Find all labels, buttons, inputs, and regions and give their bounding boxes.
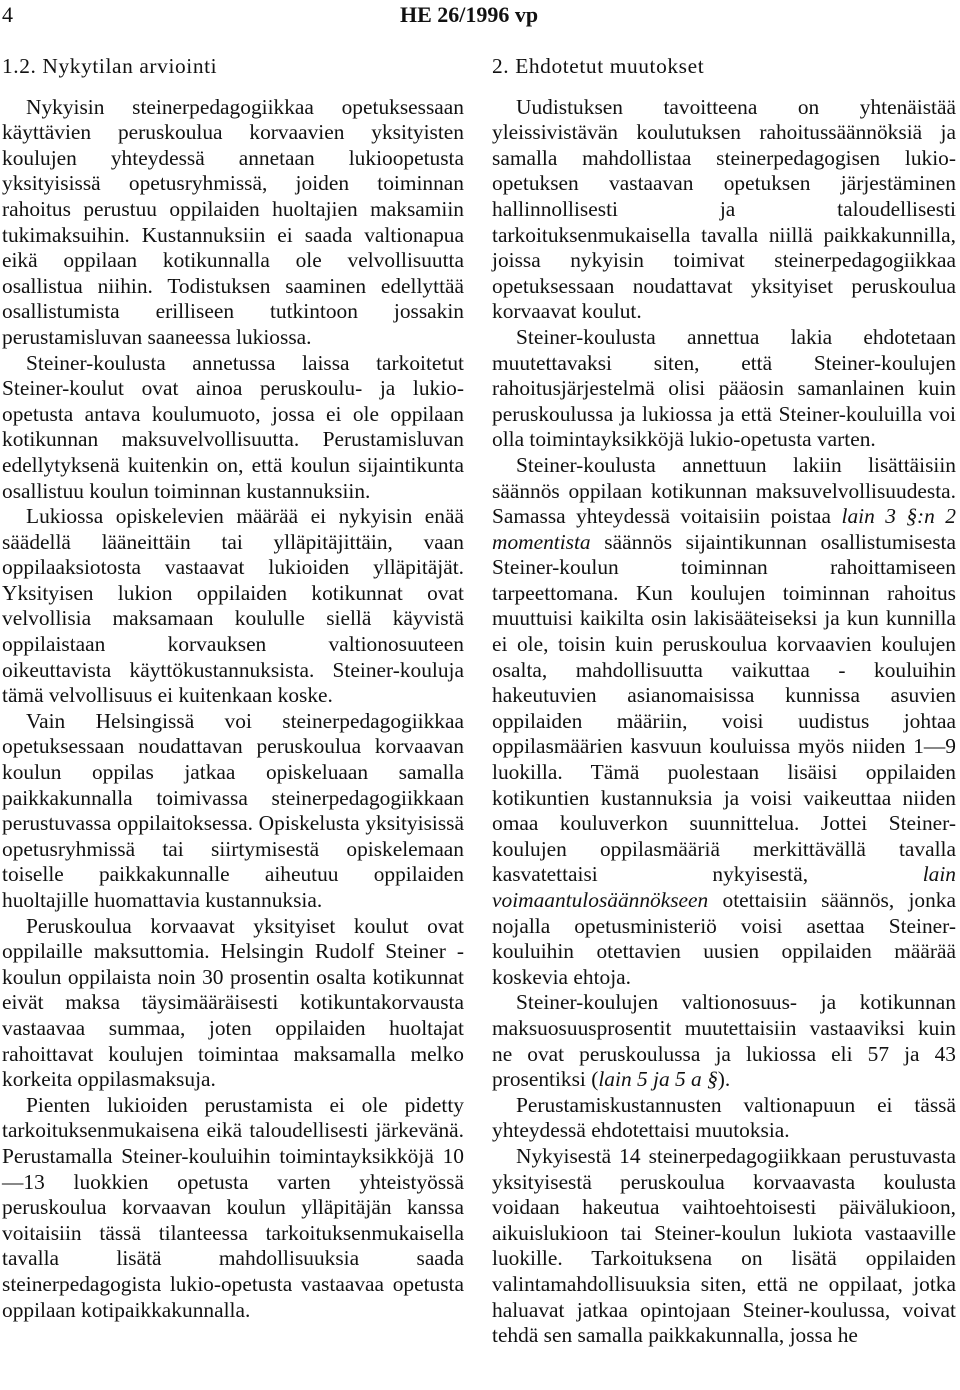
paragraph xyxy=(492,1093,956,1144)
law-reference: lain voimaantulosäännökseen xyxy=(492,862,956,912)
text: Steiner-koulusta annettuun lakiin lisättäisiin säännös oppilaan kotikunnan maksuvelvollisuudesta. Samassa yhteydessä voitaisiin poistaa xyxy=(492,452,956,529)
text: Steiner-koulujen valtionosuus- ja kotikunnan maksuosuusprosentit muutettaisiin vastaaviksi kuin ne ovat peruskoulussa ja lukiossa eli 57 ja 43 prosentiksi ( xyxy=(492,990,956,1092)
text: Perustamiskustannusten valtionapuun ei tässä yhteydessä ehdotettaisi muutoksia. xyxy=(492,1092,956,1143)
text: ). xyxy=(717,1067,731,1092)
text: Nykyisestä 14 steinerpedagogiikkaan perustuvasta yksityisestä peruskoulua korvaavasta koulusta voidaan hakeutua vaihtoehtoisesti päivälukioon, aikuislukioon tai Steiner-koulun lukiota vastaaville luokille. Tarkoituksena on lisätä oppilaiden valintamahdollisuuksia siten, että ne oppilaat, jotka haluavat jatkaa opintojaan Steiner-koulussa, voivat tehdä sen samalla paikkakunnalla, jossa he xyxy=(492,1143,956,1348)
paragraph xyxy=(492,1144,956,1349)
paragraph: Peruskoulua korvaavat yksityiset koulut ovat oppilaille maksuttomia. Helsingin Rudolf Steiner -koulun oppilaista noin 30 prosentin osalta kotikunnat eivät maksa täysimääräisesti kotikuntakorvausta vastaavaa summaa, joten oppilaiden huoltajat rahoittavat koulujen toimintaa maksamalla melko korkeita oppilasmaksuja. xyxy=(2,913,464,1092)
text: säännös sijaintikunnan osallistumisesta Steiner-koulun toiminnan rahoittamiseen tarpeettomana. Kun koulujen toiminnan rahoitus muuttuisi kaikilta osin lakisääteiseksi ja kun kunnilla ei ole, toisin kuin peruskoulua korvaavien koulujen osalta, mahdollisuutta vaikuttaa - kouluihin hakeutuvien asianomaisissa kunnissa asuvien oppilaiden määriin, voisi uudistus johtaa oppilasmäärien kasvuun kouluissa myös niiden 1—9 luokilla. Tämä puolestaan lisäisi oppilaiden kotikuntien kustannuksia ja voisi vaikeuttaa niiden omaa kouluverkon suunnittelua. Jottei Steiner-koulujen oppilasmääriä merkittävällä tavalla kasvatettaisi nykyisestä, xyxy=(492,529,956,887)
section-heading: 2. Ehdotetut muutokset xyxy=(492,54,705,78)
text: Uudistuksen tavoitteena on yhtenäistää yleissivistävän koulutuksen rahoitussäännöksiä ja samalla mahdollistaa steinerpedagogisen lukio-opetuksen vastaavan opetuksen järjestäminen hallinnollisesti ja taloudellisesti tarkoituksenmukaisella tavalla niillä paikkakunnilla, joissa nykyisin toimivat steinerpedagogiikkaa opetuksessaan noudattavat yksityiset peruskoulua korvaavat koulut. xyxy=(492,94,956,324)
paragraph xyxy=(492,95,956,325)
law-reference: lain 3 §:n 2 momentista xyxy=(492,504,956,554)
paragraph: Steiner-koulusta annetussa laissa tarkoitetut Steiner-koulut ovat ainoa peruskoulu- ja lukio-opetusta antava koulumuoto, jossa ei ole oppilaan kotikunnan maksuvelvollisuutta. Perustamisluvan edellytyksenä kuitenkin on, että koulun sijaintikunta osallistuu koulun toiminnan kustannuksiin. xyxy=(2,350,464,503)
section-heading: 1.2. Nykytilan arviointi xyxy=(2,54,218,78)
running-head: HE 26/1996 vp xyxy=(400,2,539,27)
paragraph: Nykyisin steinerpedagogiikkaa opetuksessaan käyttävien peruskoulua korvaavien yksityisten koulujen yhteydessä annetaan lukioopetusta yksityisissä opetusryhmissä, joiden toiminnan rahoitus perustuu oppilaiden huoltajien maksamiin tukimaksuihin. Kustannuksiin ei saada valtionapua eikä oppilaan kotikunnalla ole velvollisuutta osallistua niihin. Todistuksen saaminen edellyttää osallistumista erilliseen tutkintoon jossakin perustamisluvan saaneessa lukiossa. xyxy=(2,94,464,349)
text: otettaisiin säännös, jonka nojalla opetusministeriö voisi asettaa Steiner-kouluihin otettavien uusien oppilaiden määrää koskevia ehtoja. xyxy=(492,888,956,989)
paragraph xyxy=(492,990,956,1092)
paragraph: Pienten lukioiden perustamista ei ole pidetty tarkoituksenmukaisena eikä taloudellisesti järkevänä. Perustamalla Steiner-kouluihin toimintayksikköjä 10—13 luokkien opetusta varten yhteistyössä peruskoulua korvaavan koulun ylläpitäjän kanssa voitaisiin tässä tilanteessa tarkoituksenmukaisella tavalla lisätä mahdollisuuksia saada steinerpedagogista lukio-opetusta vastaavaa opetusta oppilaan kotipaikkakunnalla. xyxy=(2,1092,464,1322)
page-number: 4 xyxy=(2,2,13,27)
right-column xyxy=(492,54,956,1349)
law-reference: lain 5 ja 5 a § xyxy=(598,1067,718,1092)
paragraph: Lukiossa opiskelevien määrää ei nykyisin enää säädellä lääneittäin tai ylläpitäjittäin, vaan oppilaaksiotosta vastaavat lukioiden ylläpitäjät. Yksityisen lukion oppilaiden kotikunnat ovat velvollisia maksamaan koululle siellä käyvistä oppilaistaan korvauksen valtionosuuteen oikeuttavista käyttökustannuksista. Steiner-kouluja tämä velvollisuus ei kuitenkaan koske. xyxy=(2,504,464,708)
left-column xyxy=(2,54,464,1323)
text: Steiner-koulusta annettua lakia ehdotetaan muutettavaksi siten, että Steiner-koulujen rahoitusjärjestelmä olisi pääosin samanlainen kuin peruskoulussa ja lukiossa ja että Steiner-kouluilla voi olla toimintayksikköjä lukio-opetusta varten. xyxy=(492,324,956,452)
paragraph xyxy=(492,453,956,990)
paragraph xyxy=(492,325,956,453)
paragraph: Vain Helsingissä voi steinerpedagogiikkaa opetuksessaan noudattavan peruskoulua korvaavan koulun oppilas jatkaa opiskeluaan samalla paikkakunnalla toimivassa steinerpedagogiikkaan perustuvassa oppilaitoksessa. Opiskelusta yksityisissä opetusryhmissä tai siirtymisestä opiskelemaan toiselle paikkakunnalle aiheutuu oppilaiden huoltajille huomattavia kustannuksia. xyxy=(2,708,464,912)
